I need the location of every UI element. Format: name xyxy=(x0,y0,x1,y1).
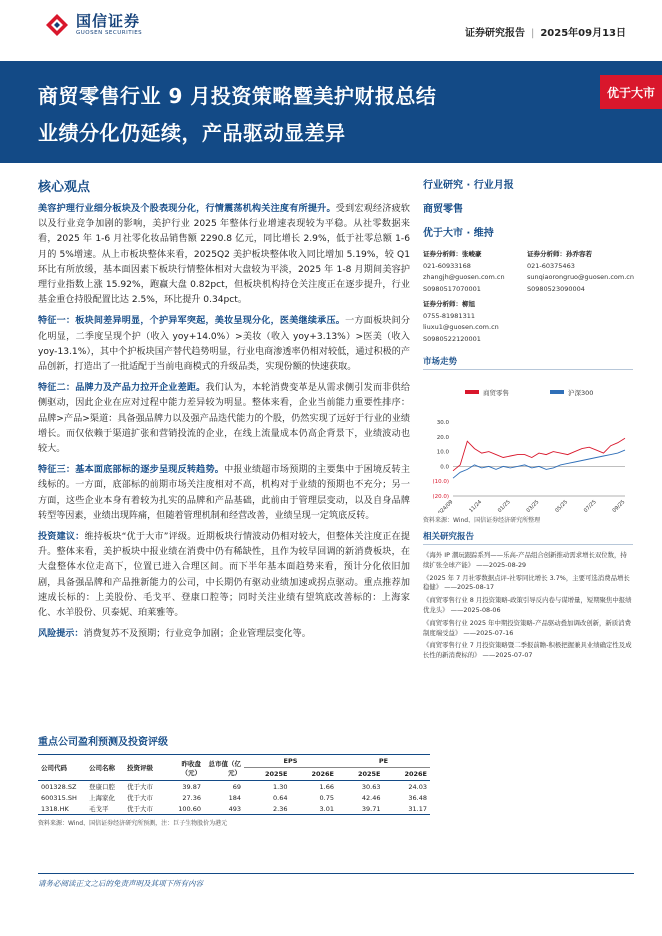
analyst-tel: 021-60375463 xyxy=(527,261,575,270)
paragraph-feature-2 xyxy=(38,381,410,457)
paragraph-highlight: 美容护理行业细分板块及个股表现分化，行情震荡机构关注度有所提升。 xyxy=(38,204,336,214)
col-pe-2026e: 2026E xyxy=(404,770,427,778)
cell-price: 100.60 xyxy=(178,804,201,813)
col-rating: 投资评级 xyxy=(127,764,153,772)
report-meta: 证券研究报告 | 2025年09月13日 xyxy=(464,28,626,39)
market-trend-chart xyxy=(423,378,633,513)
paragraph-feature-1 xyxy=(38,314,410,375)
analyst-cert: S0980522120001 xyxy=(423,334,481,343)
cell-rating: 优于大市 xyxy=(127,794,153,802)
cell-eps26: 0.75 xyxy=(319,793,334,802)
report-title-line2: 业绩分化仍延续，产品驱动显差异 xyxy=(38,121,346,145)
analyst-name: 证券分析师：张峻豪 xyxy=(423,250,482,258)
series-line xyxy=(453,438,625,471)
cell-mcap: 493 xyxy=(228,804,241,813)
guosen-logo-icon xyxy=(44,12,70,38)
col-mcap: 总市值（亿元） xyxy=(208,759,241,777)
paragraph-overview xyxy=(38,202,410,308)
y-tick-label: 10.0 xyxy=(436,449,449,456)
y-tick-label: (20.0) xyxy=(432,494,449,500)
col-eps-2025e: 2025E xyxy=(264,770,288,778)
table-row xyxy=(38,803,430,815)
page-header xyxy=(0,0,662,50)
table-header-row xyxy=(38,755,430,768)
paragraph-highlight: 风险提示： xyxy=(38,629,84,640)
cell-pe26: 31.17 xyxy=(408,804,427,813)
related-report-item[interactable]: 《商贸零售行业 8 月投资策略-政策引导反内卷与谋增量，短期聚焦中报绩优龙头》 ——2025-08-06 xyxy=(423,596,632,614)
analyst-card xyxy=(423,249,527,295)
x-tick-label: 2024/09 xyxy=(434,499,455,513)
col-price: 昨收盘（元） xyxy=(181,759,201,777)
legend-label: 沪深300 xyxy=(568,389,594,397)
legend-swatch xyxy=(465,390,479,394)
paragraph-highlight: 投资建议： xyxy=(38,532,85,543)
paragraph-investment-advice xyxy=(38,530,410,621)
paragraph-feature-3 xyxy=(38,463,410,524)
cell-mcap: 184 xyxy=(228,793,241,802)
paragraph-body: 受到宏观经济疲软以及行业竞争加剧的影响，美护行业 2025 年整体行业增速表现较为平稳。从社零数据来看，2025 年 1-6 月社零化妆品销售额 2290.8 亿元，同比增长 2.9%，低于社零总额 1-6 月的 5%增速。从上市板块整体来看，2025Q2 美护板块整体收入同比增加 5.19%，较 Q1 环比有所放缓，基本面因素下板块行情整体相对大盘较为平淡，2025 年 1-8 月期间美容护理行业指数上涨 15.92%，跑赢大盘 0.82pct，但板块机构持仓关注度正在逐步提升，行业基金重仓持股配置比达 2.5%，环比提升 0.34pct。 xyxy=(38,204,410,306)
analyst-cert: S0980517070001 xyxy=(423,284,481,293)
paragraph-body: 消费复苏不及预期；行业竞争加剧；企业管理层变化等。 xyxy=(83,629,311,640)
x-tick-label: 09/25 xyxy=(611,499,627,513)
report-type: 证券研究报告 xyxy=(464,28,525,39)
related-report-item[interactable]: 《商贸零售行业 7 月投资策略暨二季报前瞻-积极把握兼具业绩确定性及成长性的新消费标的》 ——2025-07-07 xyxy=(423,641,632,660)
cell-pe26: 36.48 xyxy=(408,793,427,802)
table-title: 重点公司盈利预测及投资评级 xyxy=(38,737,168,748)
related-report-item[interactable]: 《2025 年 7 月社零数据点评-社零同比增长 3.7%，主要可选消费品增长稳健》 ——2025-08-17 xyxy=(423,573,630,592)
paragraph-highlight: 特征二：品牌力及产品力拉开企业差距。 xyxy=(38,383,206,394)
related-reports-list xyxy=(423,551,633,661)
cell-pe25: 30.63 xyxy=(361,782,381,791)
analyst-tel: 0755-81981311 xyxy=(423,311,475,320)
col-code: 公司代码 xyxy=(41,764,67,772)
analyst-name: 证券分析师：柳旭 xyxy=(423,300,475,308)
title-banner xyxy=(0,61,662,163)
x-tick-label: 03/25 xyxy=(525,499,541,513)
report-category: 行业研究 · 行业月报 xyxy=(423,180,514,191)
analyst-card xyxy=(423,299,527,345)
cell-rating: 优于大市 xyxy=(127,805,153,813)
legend-label: 商贸零售 xyxy=(483,389,509,397)
cell-name: 登康口腔 xyxy=(89,783,115,791)
cell-pe25: 39.71 xyxy=(361,804,381,813)
paragraph-highlight: 特征一：板块间差异明显，个护异军突起，美妆呈现分化，医美继续承压。 xyxy=(38,316,346,327)
y-tick-label: 30.0 xyxy=(436,420,449,426)
y-tick-label: (10.0) xyxy=(432,479,449,486)
col-group-pe: PE xyxy=(337,755,430,768)
col-pe-2025e: 2025E xyxy=(357,770,381,778)
paragraph-body: 中报业绩超市场预期的主要集中于困境反转主线标的。一方面，底部标的前期市场关注度相对不高，机构对于业绩的预期也不充分；另一方面，这些企业本身有着较为扎实的品牌和产品基础，此前由于管理层变动，以及自身品牌转型等因素，业绩出现阵痛，但随着管理机制和经营改善，业绩呈现一定筑底反转。 xyxy=(38,465,410,521)
cell-eps26: 3.01 xyxy=(319,804,334,813)
market-trend-title: 市场走势 xyxy=(423,355,633,370)
analyst-email[interactable]: liuxu1@guosen.com.cn xyxy=(423,323,499,331)
analyst-list xyxy=(423,249,633,349)
chart-source: 资料来源：Wind、国信证券经济研究所整理 xyxy=(423,517,541,524)
analyst-cert: S0980523090004 xyxy=(527,284,585,293)
paragraph-highlight: 特征三：基本面底部标的逐步呈现反转趋势。 xyxy=(38,465,225,476)
legend-swatch xyxy=(550,390,564,394)
industry-rating: 优于大市 · 维持 xyxy=(423,228,494,239)
related-reports-title: 相关研究报告 xyxy=(423,530,633,545)
cell-eps25: 1.30 xyxy=(273,782,288,791)
core-views-section xyxy=(38,176,410,648)
cell-code: 600315.SH xyxy=(41,793,77,802)
analyst-email[interactable]: zhangjh@guosen.com.cn xyxy=(423,273,505,281)
report-title-line1: 商贸零售行业 9 月投资策略暨美护财报总结 xyxy=(38,84,437,108)
cell-eps25: 0.64 xyxy=(273,793,288,802)
analyst-card xyxy=(527,249,634,295)
cell-eps26: 1.66 xyxy=(319,782,334,791)
paragraph-risk xyxy=(38,627,410,642)
cell-price: 39.87 xyxy=(182,782,201,791)
x-tick-label: 05/25 xyxy=(554,499,570,513)
paragraph-body: 一方面板块间分化明显，二季度呈现个护（收入 yoy+14.0%）>美妆（收入 yoy+3.13%）>医美（收入 yoy-13.1%），其中个护板块国产替代趋势明显，行业电商渗透率仍相对较低，通过积极的产品创新，打造出了一批适配于当前电商模式的升级品类，实现份额的快速获取。 xyxy=(38,316,410,373)
section-title: 核心观点 xyxy=(38,180,91,195)
earnings-forecast-section xyxy=(38,733,430,827)
cell-code: 001328.SZ xyxy=(41,782,77,791)
paragraph-body: 我们认为，本轮消费变革是从需求侧引发而非供给侧驱动，因此企业在应对过程中能力差异较为明显。整体来看，企业当前能力重要性排序：品牌>产品>渠道：具备强品牌力以及强产品迭代能力的个股，仍然实现了远好于行业的业绩增长。而仅依赖于渠道扩张和营销投流的企业，在线上流量成本仍高企背景下，业绩波动也较大。 xyxy=(38,383,410,455)
related-report-item[interactable]: 《商贸零售行业 2025 年中期投资策略-产品驱动叠加调改创新，新质消费制度端受益》 ——2025-07-16 xyxy=(423,618,631,637)
x-tick-label: 01/25 xyxy=(496,499,512,513)
related-report-item[interactable]: 《海外 IP 潮玩跟踪系列——乐高-产品组合创新推动需求增长双位数，持续扩张全球产能》 ——2025-08-29 xyxy=(423,551,627,569)
rating-tag: 优于大市 xyxy=(600,75,662,109)
x-tick-label: 07/25 xyxy=(582,499,598,513)
col-name: 公司名称 xyxy=(89,764,115,772)
logo-en-text: GUOSEN SECURITIES xyxy=(76,30,143,36)
earnings-forecast-table xyxy=(38,754,430,815)
report-date: 2025年09月13日 xyxy=(540,28,626,39)
x-tick-label: 11/24 xyxy=(468,499,484,513)
cell-price: 27.36 xyxy=(182,793,201,802)
sidebar xyxy=(423,176,633,664)
cell-pe26: 24.03 xyxy=(408,782,427,791)
guosen-logo xyxy=(44,12,142,38)
cell-mcap: 69 xyxy=(232,782,241,791)
analyst-tel: 021-60933168 xyxy=(423,261,471,270)
cell-eps25: 2.36 xyxy=(273,804,288,813)
col-group-eps: EPS xyxy=(244,755,337,768)
analyst-email[interactable]: sunqiaorongruo@guosen.com.cn xyxy=(527,273,634,281)
series-line xyxy=(453,450,625,478)
table-row xyxy=(38,792,430,803)
table-row xyxy=(38,781,430,793)
y-tick-label: 0.0 xyxy=(440,464,449,471)
analyst-name: 证券分析师：孙乔容若 xyxy=(527,250,592,258)
logo-cn-text: 国信证券 xyxy=(76,12,141,30)
cell-name: 上海家化 xyxy=(89,794,115,802)
cell-code: 1318.HK xyxy=(41,804,69,813)
industry-name: 商贸零售 xyxy=(423,204,463,215)
col-eps-2026e: 2026E xyxy=(311,770,334,778)
footer-divider xyxy=(38,873,634,874)
y-tick-label: 20.0 xyxy=(436,434,449,441)
paragraph-body: 维持板块“优于大市”评级。近期板块行情波动仍相对较大，但整体关注度正在提升。整体来看，美护板块中报业绩在消费中仍有稀缺性，且作为较早回调的新消费板块，在大盘整体水位走高下，位置已进入合理区间。而下半年基本面趋势来看，预计分化依旧加剧，具备强品牌和产品推新能力的公司，中长期仍有驱动业绩加速或拐点驱动。重点推荐加速成长标的：上美股份、毛戈平、登康口腔等；同时关注业绩有望筑底改善标的：上海家化、水羊股份、贝泰妮、珀莱雅等。 xyxy=(38,532,410,619)
cell-pe25: 42.46 xyxy=(361,793,381,802)
market-trend-svg xyxy=(423,378,633,513)
footer-disclaimer: 请务必阅读正文之后的免责声明及其项下所有内容 xyxy=(38,879,203,888)
table-note: 资料来源：Wind、国信证券经济研究所预测，注：巨子生物股价为港元 xyxy=(38,820,228,827)
cell-name: 毛戈平 xyxy=(89,805,109,813)
cell-rating: 优于大市 xyxy=(127,783,153,791)
